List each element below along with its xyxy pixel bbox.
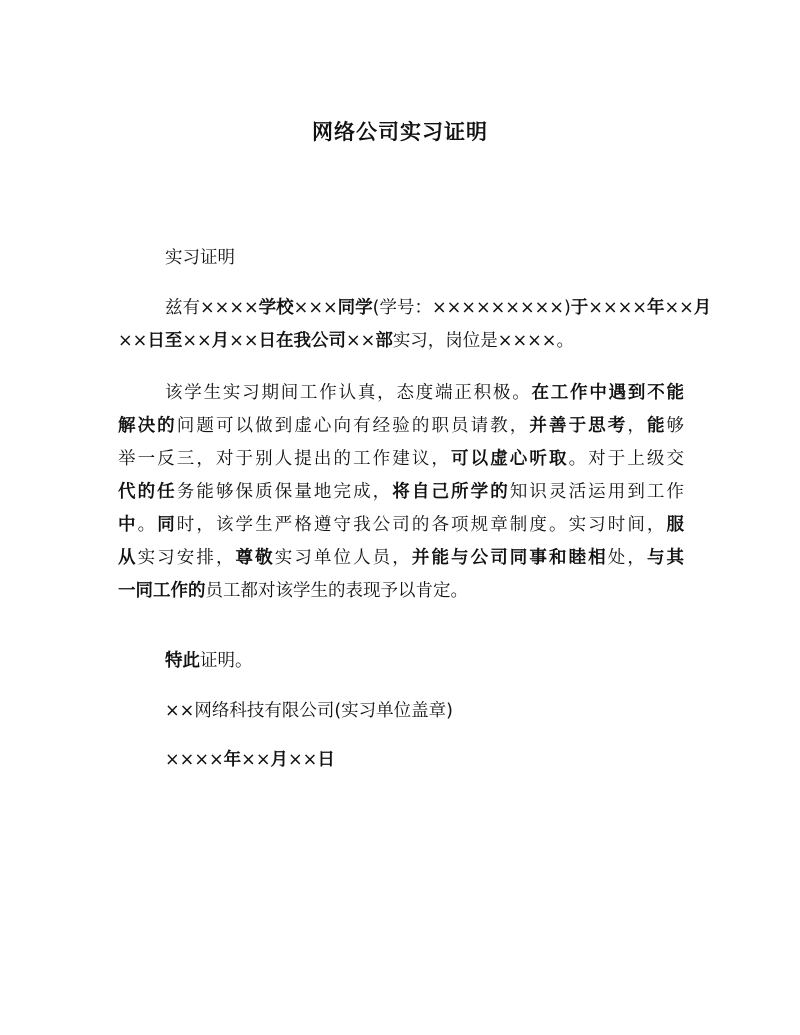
text-run: ××: [118, 331, 148, 351]
body-line-5: [118, 509, 684, 542]
text-run: 并善于思考: [529, 416, 628, 436]
closing-line: [118, 645, 684, 678]
body-line-3: [118, 443, 684, 476]
text-run: 年: [223, 750, 242, 770]
text-run: 证明。: [200, 651, 253, 671]
text-run: 中: [118, 515, 138, 535]
text-run: ××: [345, 331, 376, 351]
text-run: 一同工作的: [118, 581, 206, 601]
text-run: 月: [270, 750, 288, 770]
text-run: 实习单位人员，: [274, 548, 412, 568]
date-line: [118, 744, 684, 777]
text-run: 学校: [258, 298, 294, 318]
text-run: ，: [627, 416, 647, 436]
text-run: 解决的: [118, 416, 177, 436]
date-signature: [118, 744, 684, 777]
text-run: 可以虚心听取: [451, 449, 569, 469]
text-run: 同: [157, 515, 177, 535]
text-run: 实习安排，: [137, 548, 236, 568]
text-run: 月: [211, 331, 230, 351]
text-run: 在工作中遇到不能: [531, 383, 685, 403]
text-run: 月: [693, 298, 712, 318]
body-line-4: [118, 476, 684, 509]
body-line-1: [118, 377, 684, 410]
text-run: ××: [229, 331, 259, 351]
intro-line-1: [118, 292, 712, 325]
text-run: 能: [646, 416, 667, 436]
company-line: ××网络科技有限公司(实习单位盖章): [165, 701, 453, 721]
text-run: 知识灵活运用到工作: [509, 482, 685, 502]
text-run: 同学: [337, 298, 373, 318]
text-run: (学号：×××××××××): [372, 298, 571, 318]
text-run: 特此: [165, 651, 200, 671]
text-run: 举一反三，对于别人提出的工作建议，: [118, 449, 452, 469]
text-run: 部: [375, 331, 393, 351]
text-run: ××××: [165, 750, 224, 770]
text-run: 时，该学生严格遵守我公司的各项规章制度。实习时间，: [176, 515, 667, 535]
text-run: 问题可以做到虚心向有经验的职员请教，: [176, 416, 530, 436]
intro-paragraph: [118, 292, 712, 358]
text-run: 日至: [147, 331, 183, 351]
text-run: 够: [666, 416, 685, 436]
text-run: 将自己所学的: [392, 482, 510, 502]
certificate-heading: [118, 242, 684, 275]
text-run: ××: [664, 298, 694, 318]
text-run: 。对于上级交: [568, 449, 685, 469]
text-run: 处，: [607, 548, 647, 568]
text-run: 代的任: [118, 482, 177, 502]
text-run: ××××: [588, 298, 647, 318]
text-run: 实习，岗位是××××。: [392, 331, 574, 351]
text-run: ××: [287, 750, 318, 770]
text-run: 尊敬: [235, 548, 275, 568]
text-run: 服: [666, 515, 685, 535]
text-run: ××: [182, 331, 212, 351]
body-line-6: [118, 542, 684, 575]
text-run: 日: [317, 750, 335, 770]
text-run: ××: [241, 750, 271, 770]
text-run: 。: [137, 515, 158, 535]
text-run: 并能与公司同事和睦相: [411, 548, 608, 568]
text-run: 日在我公司: [258, 331, 346, 351]
text-run: 务能够保质保量地完成，: [176, 482, 393, 502]
text-run: 年: [646, 298, 665, 318]
intro-line-2: [118, 325, 684, 358]
text-run: 从: [118, 548, 138, 568]
text-run: 兹有××××: [165, 298, 259, 318]
heading-line: 实习证明: [165, 248, 235, 268]
body-line-2: [118, 410, 684, 443]
text-run: 该学生实习期间工作认真，态度端正积极。: [165, 383, 532, 403]
company-signature: [118, 695, 684, 728]
document-title: 网络公司实习证明: [312, 120, 488, 144]
body-paragraph: [118, 377, 684, 608]
closing-paragraph: [118, 645, 684, 678]
body-line-7: [118, 575, 684, 608]
text-run: 与其: [646, 548, 685, 568]
text-run: 员工都对该学生的表现予以肯定。: [205, 581, 468, 601]
text-run: ×××: [293, 298, 338, 318]
text-run: 于: [570, 298, 589, 318]
